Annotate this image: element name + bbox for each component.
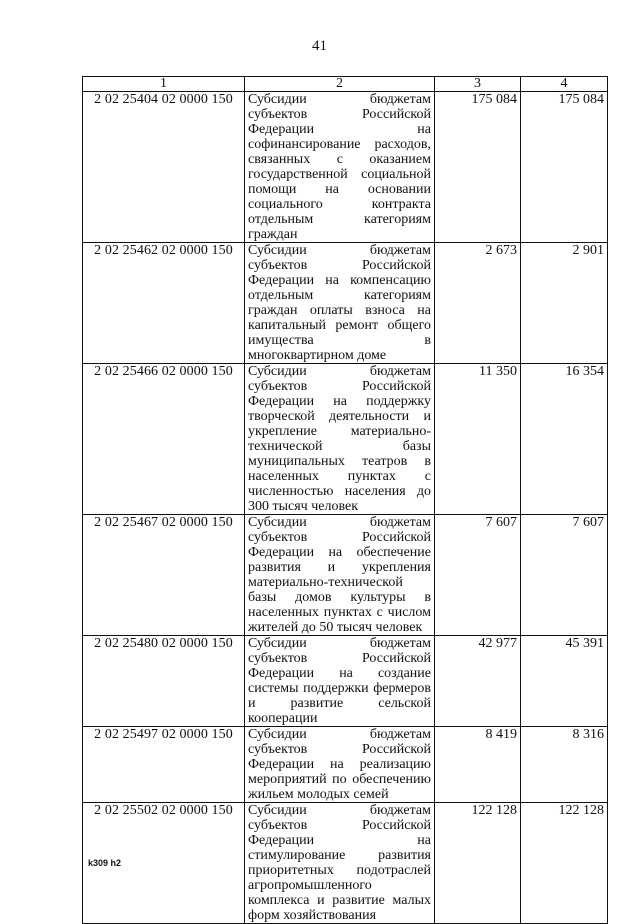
budget-table	[82, 76, 608, 924]
page-number: 41	[312, 38, 327, 54]
value-col3: 122 128	[435, 803, 521, 924]
table-row	[83, 92, 608, 243]
row-description: Субсидии бюджетам субъектов Российской Федерации на софинансирование расходов, связанных с оказанием государственной социальной помощи на основании социального контракта отдельным категориям граждан	[245, 92, 435, 243]
table-row	[83, 243, 608, 364]
value-col3: 175 084	[435, 92, 521, 243]
table-row	[83, 727, 608, 803]
value-col4: 45 391	[521, 636, 608, 727]
row-description: Субсидии бюджетам субъектов Российской Федерации на компенсацию отдельным категориям граждан оплаты взноса на капитальный ремонт общего имущества в многоквартирном доме	[245, 243, 435, 364]
row-description: Субсидии бюджетам субъектов Российской Федерации на поддержку творческой деятельности и укрепление материально-технической базы муниципальных театров в населенных пунктах с численностью населения до 300 тысяч человек	[245, 364, 435, 515]
value-col4: 8 316	[521, 727, 608, 803]
value-col4: 175 084	[521, 92, 608, 243]
value-col4: 16 354	[521, 364, 608, 515]
row-description: Субсидии бюджетам субъектов Российской Федерации на обеспечение развития и укрепления материально-технической базы домов культуры в населенных пунктах с числом жителей до 50 тысяч человек	[245, 515, 435, 636]
column-header-3: 3	[435, 77, 521, 92]
budget-code: 2 02 25502 02 0000 150	[83, 803, 245, 924]
value-col3: 11 350	[435, 364, 521, 515]
value-col4: 7 607	[521, 515, 608, 636]
column-header-1: 1	[83, 77, 245, 92]
document-footer-code: k309 h2	[88, 858, 122, 868]
budget-code: 2 02 25480 02 0000 150	[83, 636, 245, 727]
table-row	[83, 803, 608, 924]
value-col3: 42 977	[435, 636, 521, 727]
budget-code: 2 02 25467 02 0000 150	[83, 515, 245, 636]
value-col4: 2 901	[521, 243, 608, 364]
table-row	[83, 364, 608, 515]
table-row	[83, 636, 608, 727]
value-col3: 2 673	[435, 243, 521, 364]
table-row	[83, 515, 608, 636]
budget-code: 2 02 25466 02 0000 150	[83, 364, 245, 515]
value-col3: 8 419	[435, 727, 521, 803]
budget-code: 2 02 25497 02 0000 150	[83, 727, 245, 803]
column-header-4: 4	[521, 77, 608, 92]
value-col4: 122 128	[521, 803, 608, 924]
row-description: Субсидии бюджетам субъектов Российской Федерации на создание системы поддержки фермеров и развитие сельской кооперации	[245, 636, 435, 727]
column-header-2: 2	[245, 77, 435, 92]
row-description: Субсидии бюджетам субъектов Российской Федерации на стимулирование развития приоритетных подотраслей агропромышленного комплекса и развитие малых форм хозяйствования	[245, 803, 435, 924]
value-col3: 7 607	[435, 515, 521, 636]
row-description: Субсидии бюджетам субъектов Российской Федерации на реализацию мероприятий по обеспечению жильем молодых семей	[245, 727, 435, 803]
budget-code: 2 02 25462 02 0000 150	[83, 243, 245, 364]
budget-code: 2 02 25404 02 0000 150	[83, 92, 245, 243]
table-header-row	[83, 77, 608, 92]
